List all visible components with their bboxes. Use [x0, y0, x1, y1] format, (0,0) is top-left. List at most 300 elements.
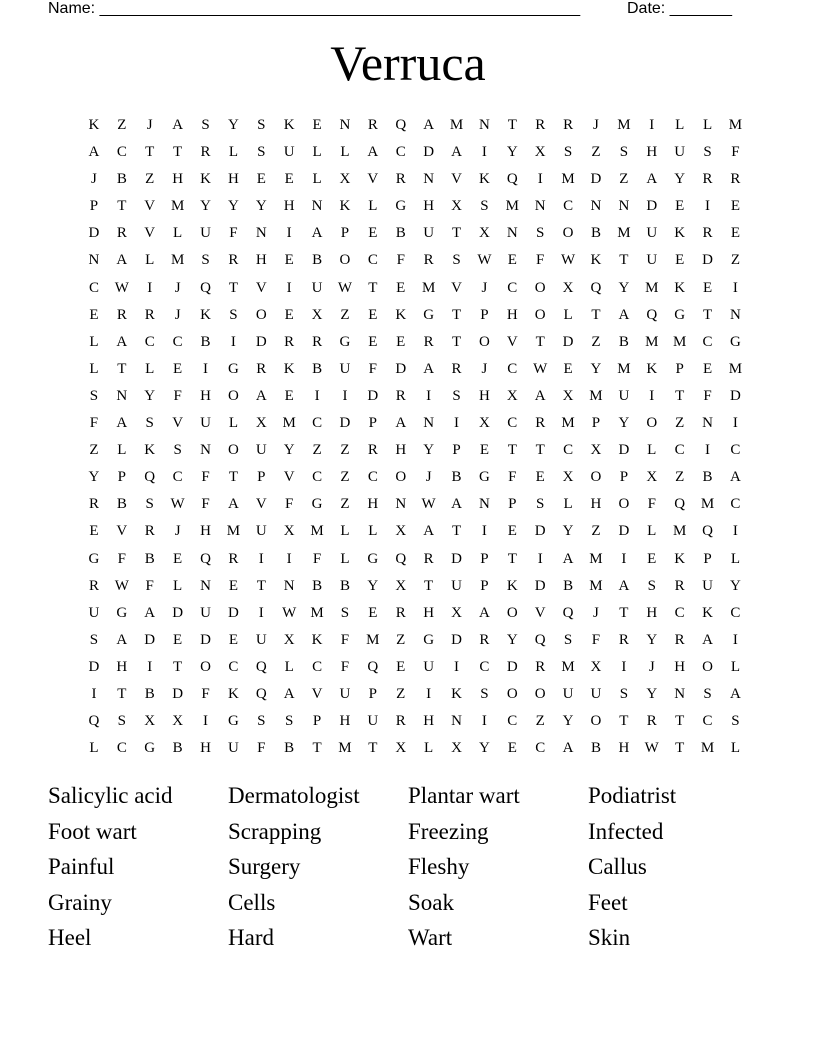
- grid-letter: M: [617, 225, 631, 242]
- grid-letter: U: [367, 713, 379, 730]
- grid-letter: F: [731, 144, 740, 161]
- grid-letter: I: [454, 415, 460, 432]
- grid-letter: D: [702, 252, 713, 269]
- grid-letter: S: [201, 252, 210, 269]
- grid-letter: P: [703, 550, 712, 567]
- grid-letter: M: [645, 333, 659, 350]
- grid-letter: Q: [88, 713, 100, 730]
- grid-letter: K: [702, 604, 713, 621]
- grid-letter: X: [451, 198, 462, 215]
- grid-letter: U: [339, 685, 351, 702]
- grid-letter: O: [506, 685, 518, 702]
- grid-letter: D: [618, 442, 630, 459]
- grid-letter: X: [478, 415, 490, 432]
- grid-letter: P: [257, 469, 266, 486]
- grid-letter: C: [312, 415, 323, 432]
- grid-letter: J: [425, 469, 432, 486]
- grid-letter: Z: [675, 415, 685, 432]
- word-list-item: Scrapping: [228, 818, 322, 844]
- grid-letter: L: [675, 117, 685, 133]
- grid-letter: R: [618, 631, 629, 648]
- grid-letter: W: [114, 279, 129, 296]
- grid-letter: E: [535, 469, 545, 486]
- grid-letter: R: [228, 252, 239, 269]
- grid-letter: C: [730, 496, 741, 513]
- grid-letter: Q: [395, 117, 407, 133]
- grid-letter: R: [479, 631, 490, 648]
- grid-letter: X: [590, 658, 602, 675]
- grid-letter: X: [562, 279, 574, 296]
- grid-letter: N: [451, 713, 462, 730]
- grid-letter: T: [507, 442, 517, 459]
- grid-letter: I: [147, 279, 153, 296]
- grid-letter: X: [283, 631, 295, 648]
- grid-letter: I: [481, 144, 487, 161]
- grid-letter: A: [116, 415, 128, 432]
- grid-letter: F: [508, 469, 517, 486]
- grid-letter: U: [590, 685, 602, 702]
- grid-letter: C: [674, 442, 685, 459]
- grid-letter: E: [675, 252, 685, 269]
- grid-letter: R: [367, 117, 378, 133]
- grid-letter: R: [116, 225, 127, 242]
- grid-letter: I: [537, 171, 543, 188]
- grid-letter: R: [256, 360, 267, 377]
- grid-letter: R: [535, 658, 546, 675]
- grid-letter: V: [116, 523, 128, 540]
- grid-letter: S: [285, 713, 294, 730]
- grid-letter: I: [649, 117, 655, 133]
- grid-letter: R: [674, 631, 685, 648]
- grid-letter: D: [88, 225, 100, 242]
- word-list-item: Dermatologist: [228, 783, 360, 808]
- grid-letter: I: [203, 713, 208, 730]
- grid-letter: F: [340, 658, 350, 675]
- grid-letter: O: [534, 685, 546, 702]
- grid-letter: E: [368, 225, 378, 242]
- grid-letter: L: [228, 144, 238, 161]
- grid-letter: M: [170, 252, 185, 269]
- grid-letter: K: [144, 442, 156, 459]
- grid-letter: H: [283, 198, 295, 215]
- grid-letter: R: [395, 171, 406, 188]
- grid-letter: U: [255, 523, 267, 540]
- grid-letter: T: [451, 523, 462, 540]
- grid-letter: I: [91, 685, 97, 702]
- grid-letter: R: [423, 550, 434, 567]
- grid-letter: S: [452, 387, 461, 404]
- grid-letter: H: [172, 171, 184, 188]
- grid-letter: V: [451, 171, 462, 188]
- grid-letter: I: [286, 225, 292, 242]
- grid-letter: N: [590, 198, 602, 215]
- grid-letter: U: [423, 658, 435, 675]
- grid-letter: H: [255, 252, 267, 269]
- grid-row: [80, 410, 750, 437]
- grid-letter: K: [506, 577, 518, 594]
- grid-letter: I: [426, 685, 432, 702]
- grid-letter: S: [703, 144, 712, 161]
- grid-row: [80, 600, 750, 627]
- grid-letter: D: [200, 631, 211, 648]
- grid-letter: A: [646, 171, 658, 188]
- grid-letter: C: [312, 469, 323, 486]
- grid-letter: J: [481, 279, 488, 296]
- grid-letter: H: [646, 144, 658, 161]
- name-field: Name: ______________________________________________________: [48, 0, 581, 17]
- grid-letter: W: [170, 496, 185, 513]
- grid-letter: H: [674, 658, 686, 675]
- grid-letter: T: [619, 252, 629, 269]
- grid-letter: Q: [144, 469, 156, 486]
- grid-letter: W: [644, 740, 659, 757]
- grid-letter: S: [89, 387, 99, 404]
- grid-letter: K: [311, 631, 323, 648]
- grid-letter: H: [227, 171, 239, 188]
- grid-letter: A: [562, 550, 574, 567]
- grid-letter: H: [590, 496, 602, 513]
- grid-letter: T: [312, 740, 322, 757]
- grid-row: [80, 220, 750, 247]
- grid-letter: Q: [702, 523, 713, 540]
- grid-letter: M: [226, 523, 241, 540]
- grid-letter: Y: [562, 523, 574, 540]
- grid-letter: Y: [227, 117, 239, 133]
- word-list-item: Heel: [48, 925, 92, 950]
- grid-letter: A: [451, 496, 462, 513]
- grid-letter: M: [728, 117, 743, 133]
- grid-letter: D: [451, 550, 462, 567]
- grid-letter: R: [367, 442, 378, 459]
- grid-letter: I: [258, 604, 264, 621]
- grid-letter: M: [589, 577, 603, 594]
- grid-row: [80, 193, 750, 220]
- grid-letter: Q: [200, 550, 211, 567]
- grid-letter: V: [367, 171, 379, 188]
- grid-letter: A: [478, 604, 490, 621]
- grid-letter: F: [312, 550, 322, 567]
- grid-letter: K: [200, 306, 211, 323]
- grid-letter: N: [534, 198, 546, 215]
- grid-letter: G: [367, 550, 379, 567]
- word-list-item: Skin: [588, 925, 631, 950]
- grid-letter: O: [255, 306, 267, 323]
- grid-letter: L: [563, 496, 573, 513]
- grid-letter: P: [480, 550, 489, 567]
- grid-letter: W: [114, 577, 129, 594]
- grid-letter: H: [423, 198, 435, 215]
- grid-letter: G: [674, 306, 686, 323]
- grid-letter: N: [339, 117, 351, 133]
- grid-letter: K: [339, 198, 351, 215]
- grid-row: [80, 166, 750, 193]
- grid-row: [80, 518, 750, 545]
- grid-letter: Z: [145, 171, 155, 188]
- grid-letter: P: [591, 415, 601, 432]
- grid-letter: E: [396, 333, 406, 350]
- grid-letter: H: [618, 740, 630, 757]
- grid-letter: U: [311, 279, 323, 296]
- grid-letter: L: [730, 658, 741, 675]
- grid-letter: I: [314, 387, 320, 404]
- grid-letter: I: [286, 550, 292, 567]
- grid-letter: D: [730, 387, 741, 404]
- grid-letter: H: [423, 713, 435, 730]
- grid-letter: R: [144, 523, 155, 540]
- grid-letter: S: [145, 496, 154, 513]
- grid-letter: I: [481, 523, 487, 540]
- grid-letter: S: [89, 631, 99, 648]
- grid-letter: X: [562, 387, 574, 404]
- grid-letter: E: [173, 360, 183, 377]
- grid-letter: N: [423, 171, 435, 188]
- grid-row: [80, 464, 750, 491]
- grid-letter: T: [451, 306, 462, 323]
- grid-letter: L: [563, 306, 573, 323]
- grid-letter: Q: [255, 685, 267, 702]
- grid-letter: R: [535, 117, 546, 133]
- grid-letter: X: [144, 713, 156, 730]
- grid-letter: L: [173, 577, 183, 594]
- grid-letter: X: [590, 442, 602, 459]
- grid-letter: I: [732, 631, 738, 648]
- grid-letter: L: [89, 333, 99, 350]
- grid-letter: J: [174, 279, 181, 296]
- grid-letter: K: [283, 117, 295, 133]
- grid-letter: S: [452, 252, 461, 269]
- letter-grid: [80, 112, 750, 762]
- grid-letter: Y: [562, 713, 574, 730]
- word-list-item: Feet: [588, 889, 628, 915]
- grid-letter: C: [702, 333, 713, 350]
- grid-letter: C: [730, 442, 741, 459]
- grid-letter: M: [728, 360, 743, 377]
- grid-letter: L: [89, 740, 99, 757]
- grid-letter: G: [730, 333, 741, 350]
- grid-letter: C: [395, 144, 406, 161]
- grid-letter: A: [395, 415, 407, 432]
- grid-letter: T: [173, 144, 183, 161]
- grid-letter: L: [312, 144, 322, 161]
- grid-letter: Z: [675, 469, 685, 486]
- grid-letter: L: [228, 415, 238, 432]
- grid-row: [80, 681, 750, 708]
- grid-letter: E: [368, 333, 378, 350]
- grid-letter: U: [646, 225, 658, 242]
- grid-letter: S: [536, 225, 545, 242]
- grid-letter: I: [732, 415, 738, 432]
- grid-letter: A: [618, 577, 630, 594]
- grid-letter: J: [174, 523, 181, 540]
- grid-letter: M: [310, 604, 324, 621]
- grid-letter: D: [144, 631, 156, 648]
- grid-letter: Q: [562, 604, 574, 621]
- grid-letter: V: [451, 279, 462, 296]
- grid-letter: Y: [730, 577, 741, 594]
- grid-letter: D: [172, 685, 184, 702]
- grid-letter: V: [311, 685, 323, 702]
- grid-letter: B: [200, 333, 211, 350]
- grid-letter: M: [449, 117, 464, 133]
- grid-row: [80, 735, 750, 762]
- grid-letter: C: [116, 740, 127, 757]
- grid-row: [80, 302, 750, 329]
- grid-letter: D: [367, 387, 379, 404]
- grid-letter: B: [144, 550, 155, 567]
- page-title: Verruca: [330, 35, 486, 91]
- grid-letter: J: [593, 604, 599, 621]
- grid-letter: B: [702, 469, 713, 486]
- grid-row: [80, 627, 750, 654]
- grid-letter: I: [426, 387, 432, 404]
- grid-letter: C: [172, 469, 183, 486]
- grid-letter: E: [256, 171, 266, 188]
- grid-letter: Y: [478, 740, 490, 757]
- word-list-item: Surgery: [228, 854, 301, 879]
- grid-letter: E: [396, 279, 406, 296]
- grid-letter: A: [88, 144, 100, 161]
- grid-letter: Y: [506, 144, 518, 161]
- grid-letter: N: [478, 496, 490, 513]
- grid-letter: I: [705, 198, 711, 215]
- grid-letter: X: [506, 387, 518, 404]
- grid-letter: Z: [730, 252, 741, 269]
- grid-letter: H: [478, 387, 490, 404]
- grid-letter: Z: [89, 442, 99, 459]
- grid-letter: U: [88, 604, 100, 621]
- grid-row: [80, 112, 750, 139]
- grid-letter: N: [674, 685, 686, 702]
- grid-row: [80, 329, 750, 356]
- grid-letter: K: [674, 225, 686, 242]
- grid-letter: O: [478, 333, 490, 350]
- grid-letter: Q: [255, 658, 267, 675]
- grid-letter: N: [255, 225, 267, 242]
- grid-letter: K: [590, 252, 602, 269]
- grid-letter: I: [454, 658, 460, 675]
- grid-letter: I: [481, 713, 487, 730]
- grid-letter: L: [145, 360, 155, 377]
- grid-letter: T: [702, 306, 713, 323]
- grid-letter: S: [563, 144, 573, 161]
- grid-letter: S: [563, 631, 573, 648]
- grid-letter: K: [478, 171, 490, 188]
- grid-letter: J: [648, 658, 655, 675]
- grid-letter: H: [116, 658, 128, 675]
- grid-letter: D: [395, 360, 407, 377]
- grid-letter: I: [537, 550, 543, 567]
- grid-letter: R: [395, 713, 406, 730]
- grid-letter: Q: [590, 279, 602, 296]
- grid-letter: T: [507, 117, 517, 133]
- grid-letter: C: [367, 469, 378, 486]
- grid-row: [80, 708, 750, 735]
- grid-letter: Y: [367, 577, 379, 594]
- grid-letter: U: [423, 225, 435, 242]
- grid-letter: T: [117, 685, 127, 702]
- grid-letter: C: [479, 658, 490, 675]
- grid-letter: B: [116, 171, 127, 188]
- grid-letter: F: [285, 496, 294, 513]
- grid-letter: I: [286, 279, 292, 296]
- grid-letter: O: [534, 279, 546, 296]
- grid-letter: S: [480, 685, 489, 702]
- grid-letter: C: [88, 279, 99, 296]
- grid-letter: R: [674, 577, 685, 594]
- grid-letter: L: [702, 117, 713, 133]
- grid-letter: A: [116, 631, 128, 648]
- grid-letter: V: [255, 496, 267, 513]
- grid-letter: T: [368, 279, 378, 296]
- grid-letter: Y: [646, 685, 658, 702]
- grid-letter: B: [172, 740, 183, 757]
- grid-letter: A: [227, 496, 239, 513]
- grid-letter: C: [702, 713, 713, 730]
- grid-letter: L: [173, 225, 183, 242]
- grid-letter: H: [200, 387, 211, 404]
- grid-letter: A: [172, 117, 184, 133]
- grid-letter: P: [89, 198, 99, 215]
- grid-letter: V: [255, 279, 267, 296]
- grid-letter: M: [617, 360, 631, 377]
- grid-letter: D: [562, 333, 574, 350]
- grid-letter: Y: [283, 442, 295, 459]
- grid-letter: G: [478, 469, 490, 486]
- grid-letter: Y: [255, 198, 267, 215]
- grid-letter: A: [144, 604, 156, 621]
- grid-letter: M: [561, 415, 575, 432]
- grid-letter: L: [730, 740, 741, 757]
- grid-letter: S: [340, 604, 350, 621]
- grid-letter: S: [731, 713, 740, 730]
- word-list-item: Infected: [588, 818, 664, 844]
- grid-letter: X: [339, 171, 351, 188]
- grid-letter: L: [730, 550, 741, 567]
- grid-letter: L: [145, 252, 155, 269]
- grid-letter: L: [340, 523, 350, 540]
- grid-letter: M: [700, 496, 715, 513]
- grid-row: [80, 139, 750, 166]
- grid-letter: T: [535, 333, 545, 350]
- grid-letter: C: [507, 713, 518, 730]
- grid-letter: T: [117, 360, 127, 377]
- word-list-item: Podiatrist: [588, 783, 677, 808]
- grid-letter: H: [506, 306, 518, 323]
- grid-letter: X: [395, 577, 407, 594]
- grid-letter: X: [395, 523, 407, 540]
- grid-letter: T: [173, 658, 183, 675]
- grid-letter: D: [590, 171, 602, 188]
- grid-letter: N: [88, 252, 100, 269]
- grid-row: [80, 491, 750, 518]
- grid-letter: A: [367, 144, 379, 161]
- grid-letter: N: [702, 415, 713, 432]
- grid-letter: Y: [227, 198, 239, 215]
- grid-letter: S: [703, 685, 712, 702]
- grid-letter: Y: [506, 631, 518, 648]
- grid-letter: T: [368, 740, 378, 757]
- grid-letter: F: [257, 740, 266, 757]
- grid-letter: F: [145, 577, 154, 594]
- grid-letter: B: [563, 577, 574, 594]
- grid-letter: O: [618, 496, 630, 513]
- grid-letter: X: [311, 306, 323, 323]
- grid-letter: L: [647, 523, 657, 540]
- grid-letter: R: [284, 333, 295, 350]
- grid-letter: B: [339, 577, 350, 594]
- grid-letter: E: [89, 523, 99, 540]
- grid-letter: A: [283, 685, 295, 702]
